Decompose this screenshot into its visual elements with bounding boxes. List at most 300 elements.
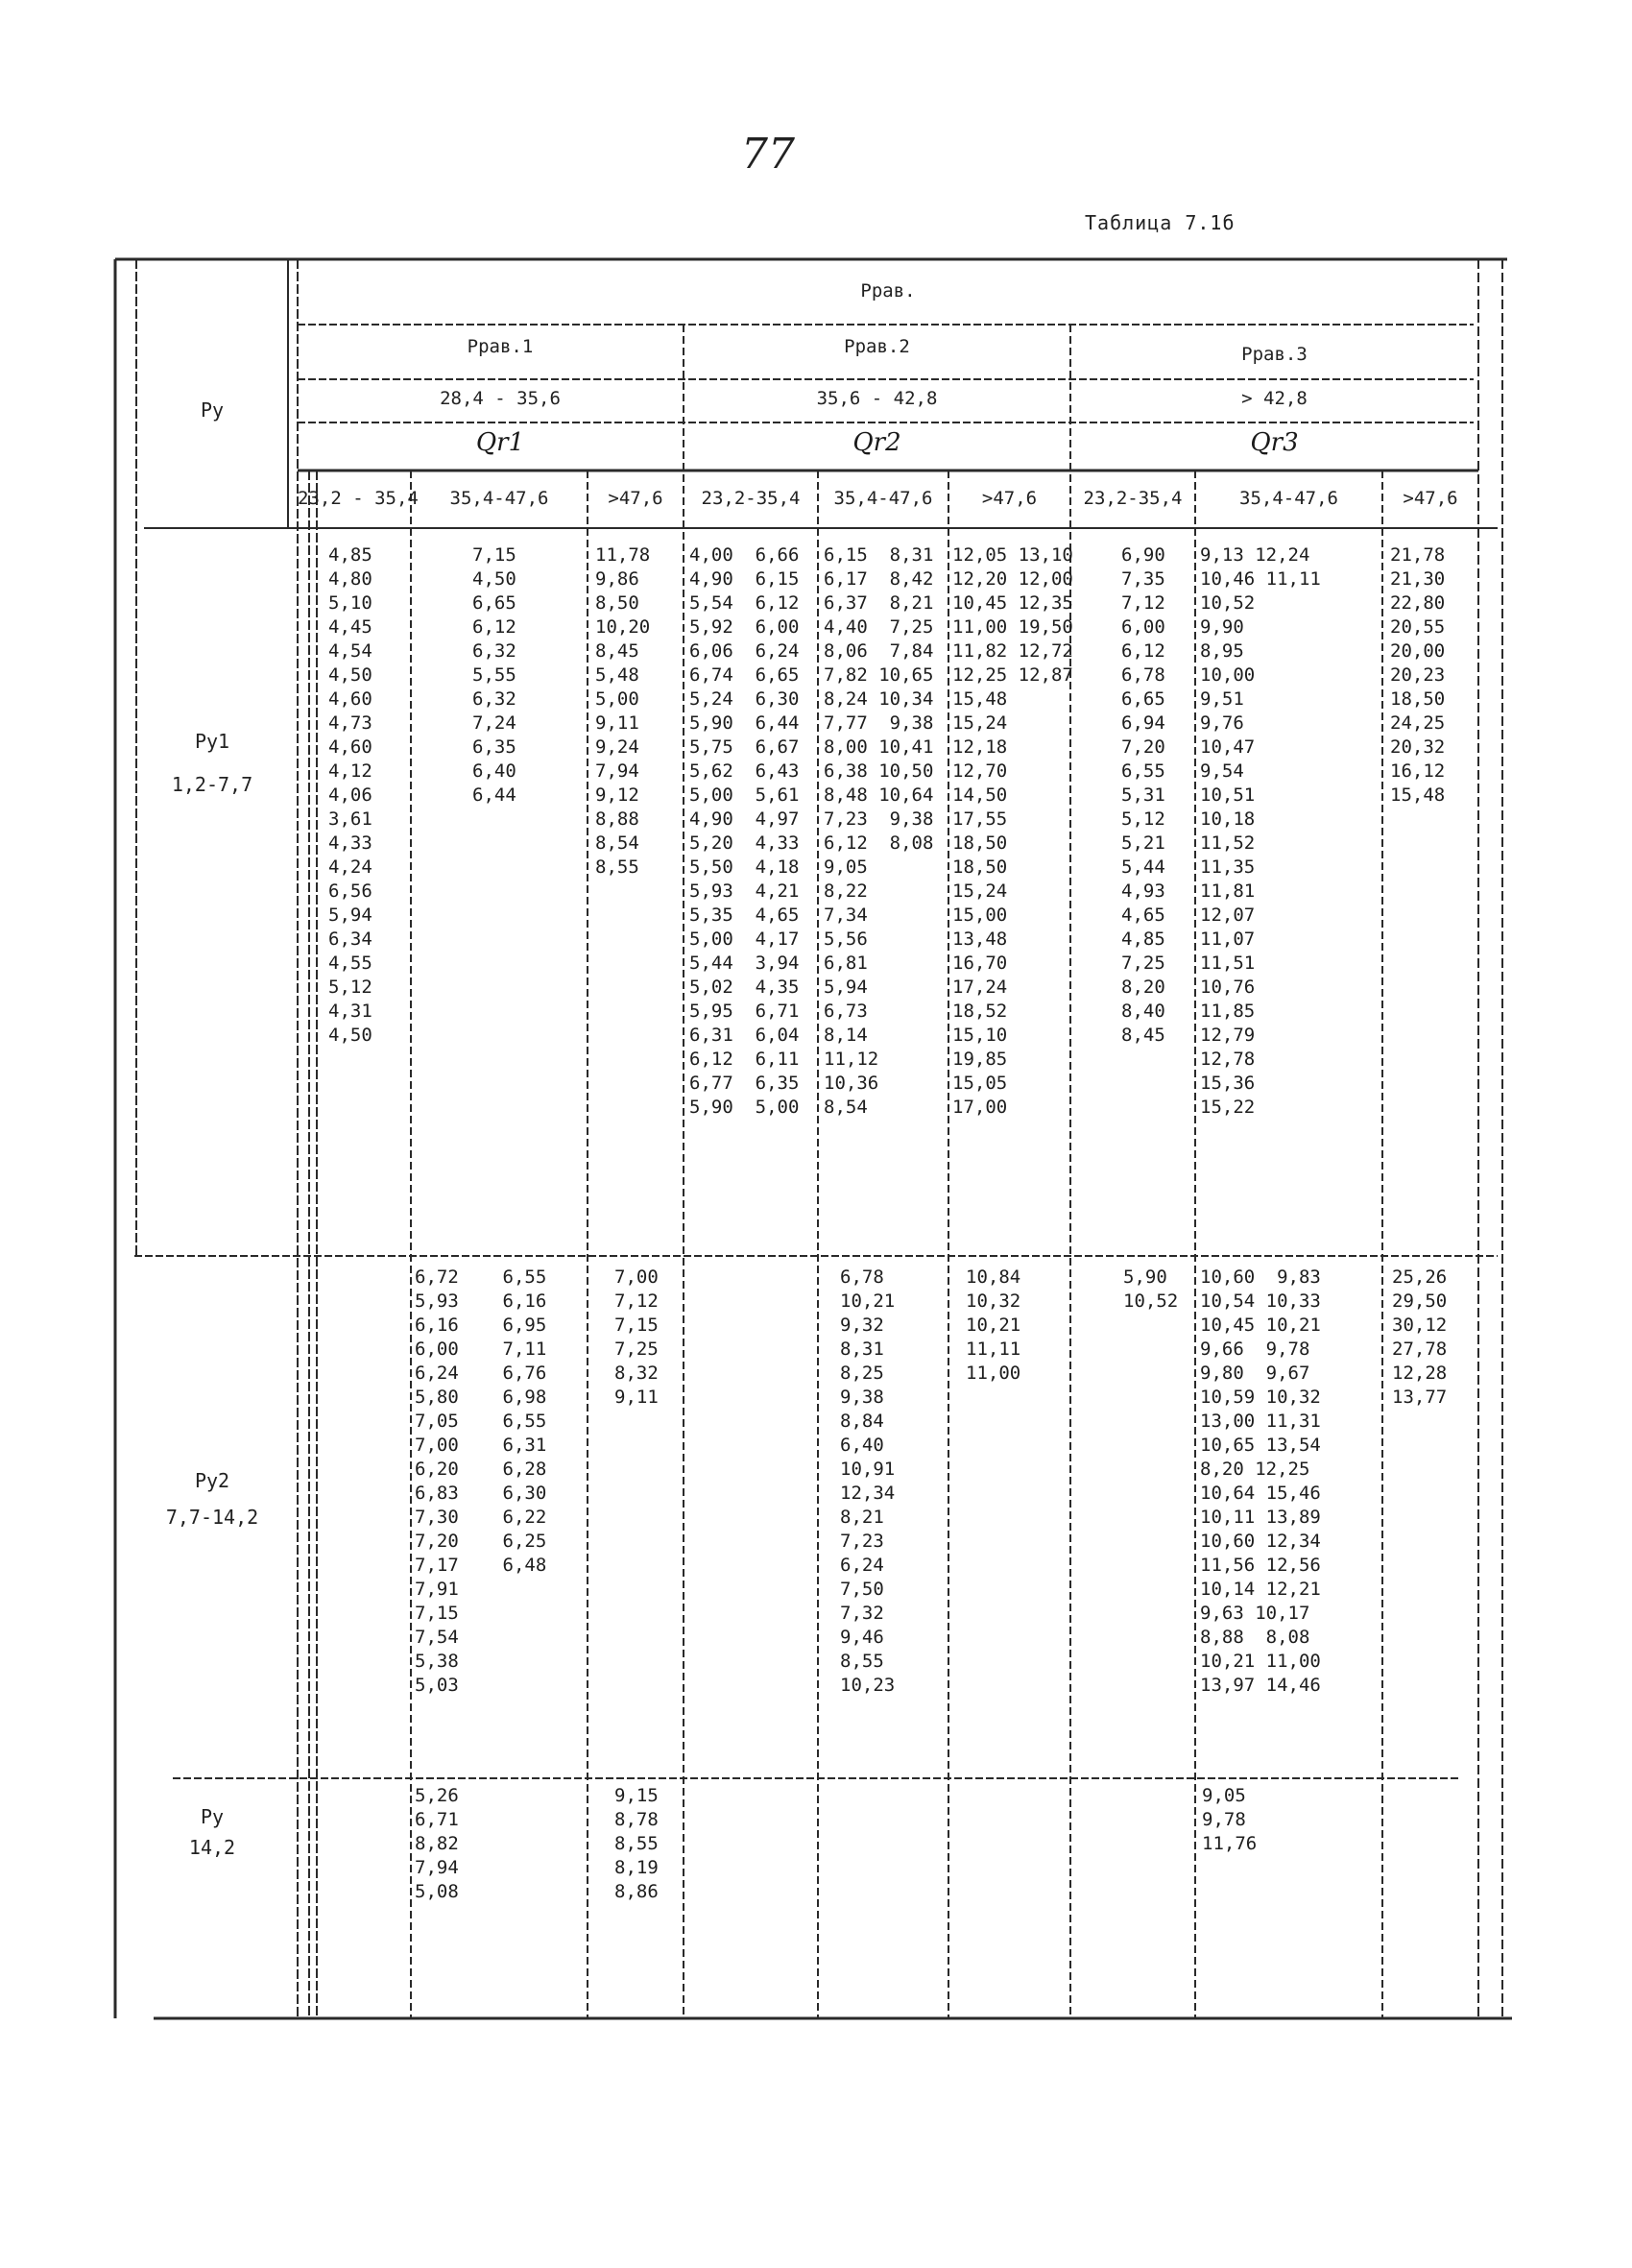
cell-value: 6,78 [1121,664,1165,686]
cell-value: 15,22 [1200,1097,1256,1118]
cell-value: 6,65 [472,592,516,614]
cell-value: 20,23 [1390,664,1446,686]
cell-value: 4,50 [328,1025,372,1046]
cell-value: 6,00 7,11 [415,1339,547,1360]
cell-value: 7,35 [1121,568,1165,590]
row-3-range: 14,2 [188,1836,236,1859]
cell-value: 8,25 [840,1363,884,1384]
cell-value: 6,40 [472,760,516,782]
cell-value: 30,12 [1392,1315,1448,1336]
cell-value: 12,20 12,00 [952,568,1073,590]
cell-value: 10,20 [595,616,651,638]
cell-value: 5,62 6,43 [689,760,800,782]
cell-value: 6,06 6,24 [689,640,800,662]
cell-value: 9,24 [595,736,639,758]
group-1-label: Pрав.1 [467,336,534,357]
cell-value: 5,00 4,17 [689,929,800,950]
group-2-range: 35,6 - 42,8 [816,388,938,409]
cell-value: 10,47 [1200,736,1256,758]
cell-value: 11,85 [1200,1001,1256,1022]
cell-value: 9,11 [614,1387,659,1408]
cell-r1-c6 [952,543,1073,1120]
cell-value: 11,35 [1200,857,1256,878]
cell-value: 12,25 12,87 [952,664,1073,686]
cell-value: 17,00 [952,1097,1008,1118]
subcol-header: >47,6 [608,488,663,509]
cell-r2-c3 [614,1266,659,1410]
cell-value: 7,23 9,38 [824,808,934,830]
cell-value: 5,00 5,61 [689,784,800,806]
cell-value: 17,55 [952,808,1008,830]
cell-value: 5,48 [595,664,639,686]
cell-value: 4,90 6,15 [689,568,800,590]
cell-value: 7,34 [824,905,868,926]
cell-value: 4,93 [1121,881,1165,902]
cell-value: 9,54 [1200,760,1244,782]
cell-value: 7,25 [614,1339,659,1360]
cell-value: 9,11 [595,712,639,734]
cell-value: 6,77 6,35 [689,1073,800,1094]
cell-value: 5,38 [415,1651,459,1672]
cell-r2-c9 [1392,1266,1447,1410]
cell-value: 6,71 [415,1809,459,1830]
subcol-header: 23,2-35,4 [701,488,801,509]
cell-value: 9,80 9,67 [1200,1363,1310,1384]
cell-value: 6,00 [1121,616,1165,638]
cell-value: 7,12 [614,1291,659,1312]
group-1-q: Qr1 [475,428,525,457]
cell-value: 8,86 [614,1881,659,1902]
cell-value: 10,23 [840,1675,896,1696]
cell-value: 8,40 [1121,1001,1165,1022]
cell-value: 8,00 10,41 [824,736,934,758]
cell-value: 20,32 [1390,736,1446,758]
cell-value: 4,85 [1121,929,1165,950]
cell-value: 10,21 [966,1315,1021,1336]
cell-value: 10,45 10,21 [1200,1315,1321,1336]
cell-r1-c8 [1200,543,1321,1120]
cell-value: 9,12 [595,784,639,806]
cell-value: 8,20 12,25 [1200,1459,1310,1480]
cell-value: 5,44 [1121,857,1165,878]
cell-value: 12,78 [1200,1049,1256,1070]
cell-value: 5,26 [415,1785,459,1806]
cell-value: 5,00 [595,688,639,710]
group-1-range: 28,4 - 35,6 [440,388,561,409]
cell-value: 5,24 6,30 [689,688,800,710]
cell-value: 7,05 6,55 [415,1411,547,1432]
group-3-q: Qr3 [1250,428,1299,457]
cell-value: 6,44 [472,784,516,806]
cell-value: 8,45 [595,640,639,662]
cell-value: 6,16 6,95 [415,1315,547,1336]
cell-value: 5,10 [328,592,372,614]
cell-value: 15,48 [1390,784,1446,806]
row-1-label: Pу1 [194,730,230,753]
cell-value: 8,22 [824,881,868,902]
cell-value: 10,60 12,34 [1200,1531,1321,1552]
cell-value: 6,90 [1121,544,1165,566]
cell-r2-c5 [840,1266,895,1698]
cell-value: 5,55 [472,664,516,686]
cell-value: 9,32 [840,1315,884,1336]
cell-value: 4,33 [328,832,372,854]
cell-value: 6,24 [840,1555,884,1576]
group-2-label: Pрав.2 [844,336,910,357]
cell-value: 10,60 9,83 [1200,1267,1321,1288]
cell-value: 6,94 [1121,712,1165,734]
cell-value: 11,00 [966,1363,1021,1384]
cell-value: 18,50 [952,832,1008,854]
cell-value: 6,20 6,28 [415,1459,547,1480]
cell-r1-c7 [1121,543,1165,1048]
cell-value: 4,50 [328,664,372,686]
cell-value: 8,21 [840,1507,884,1528]
cell-value: 10,00 [1200,664,1256,686]
cell-value: 6,83 6,30 [415,1483,547,1504]
cell-value: 6,35 [472,736,516,758]
cell-value: 27,78 [1392,1339,1448,1360]
cell-value: 7,17 6,48 [415,1555,547,1576]
cell-value: 11,82 12,72 [952,640,1073,662]
cell-value: 10,52 [1200,592,1256,614]
cell-value: 5,03 [415,1675,459,1696]
cell-value: 14,50 [952,784,1008,806]
cell-value: 6,72 6,55 [415,1267,547,1288]
cell-value: 4,90 4,97 [689,808,800,830]
cell-value: 7,12 [1121,592,1165,614]
cell-r1-c1 [328,543,372,1048]
cell-value: 11,78 [595,544,651,566]
cell-value: 15,48 [952,688,1008,710]
cell-r2-c7 [1123,1266,1178,1314]
cell-value: 5,44 3,94 [689,953,800,974]
cell-value: 3,61 [328,808,372,830]
cell-value: 4,60 [328,688,372,710]
cell-value: 8,48 10,64 [824,784,934,806]
cell-value: 11,56 12,56 [1200,1555,1321,1576]
cell-value: 10,65 13,54 [1200,1435,1321,1456]
cell-value: 7,77 9,38 [824,712,934,734]
cell-value: 5,02 4,35 [689,977,800,998]
cell-value: 6,12 6,11 [689,1049,800,1070]
cell-value: 11,00 19,50 [952,616,1073,638]
group-2-q: Qr2 [852,428,901,457]
cell-value: 21,78 [1390,544,1446,566]
cell-value: 7,00 6,31 [415,1435,547,1456]
cell-value: 9,78 [1202,1809,1246,1830]
cell-value: 7,25 [1121,953,1165,974]
cell-value: 6,37 8,21 [824,592,934,614]
cell-value: 7,54 [415,1627,459,1648]
cell-value: 7,82 10,65 [824,664,934,686]
cell-value: 5,92 6,00 [689,616,800,638]
row-1-range: 1,2-7,7 [171,773,253,796]
cell-value: 9,86 [595,568,639,590]
cell-r1-c4 [689,543,799,1120]
cell-value: 6,24 6,76 [415,1363,547,1384]
cell-value: 6,31 6,04 [689,1025,800,1046]
cell-value: 7,32 [840,1603,884,1624]
cell-value: 9,66 9,78 [1200,1339,1310,1360]
cell-value: 8,14 [824,1025,868,1046]
cell-value: 4,31 [328,1001,372,1022]
cell-value: 29,50 [1392,1291,1448,1312]
cell-value: 7,15 [614,1315,659,1336]
cell-r1-c2 [472,543,516,808]
cell-value: 4,80 [328,568,372,590]
cell-value: 11,52 [1200,832,1256,854]
cell-r3-c3 [614,1784,659,1904]
cell-value: 6,17 8,42 [824,568,934,590]
subcol-header: 35,4-47,6 [833,488,933,509]
cell-value: 15,24 [952,881,1008,902]
cell-value: 4,55 [328,953,372,974]
subcol-header: >47,6 [1403,488,1458,509]
cell-value: 13,77 [1392,1387,1448,1408]
cell-value: 9,76 [1200,712,1244,734]
cell-value: 6,34 [328,929,372,950]
cell-value: 20,00 [1390,640,1446,662]
cell-value: 25,26 [1392,1267,1448,1288]
cell-value: 5,20 4,33 [689,832,800,854]
cell-value: 5,21 [1121,832,1165,854]
cell-value: 4,50 [472,568,516,590]
cell-value: 10,51 [1200,784,1256,806]
group-3-range: > 42,8 [1241,388,1308,409]
cell-value: 9,05 [824,857,868,878]
cell-value: 7,23 [840,1531,884,1552]
cell-value: 6,40 [840,1435,884,1456]
cell-value: 7,94 [415,1857,459,1878]
cell-value: 6,12 [472,616,516,638]
subcol-header: >47,6 [981,488,1038,509]
cell-value: 5,12 [328,977,372,998]
cell-value: 7,91 [415,1579,459,1600]
cell-value: 10,14 12,21 [1200,1579,1321,1600]
cell-value: 9,46 [840,1627,884,1648]
cell-value: 18,50 [1390,688,1446,710]
cell-value: 11,11 [966,1339,1021,1360]
cell-value: 10,54 10,33 [1200,1291,1321,1312]
cell-value: 11,76 [1202,1833,1258,1854]
cell-value: 10,52 [1123,1291,1179,1312]
cell-value: 17,24 [952,977,1008,998]
cell-value: 5,90 [1123,1267,1167,1288]
subcol-header: 35,4-47,6 [449,488,549,509]
cell-value: 8,55 [595,857,639,878]
cell-value: 5,93 4,21 [689,881,800,902]
cell-value: 6,78 [840,1267,884,1288]
cell-value: 6,74 6,65 [689,664,800,686]
cell-value: 5,94 [824,977,868,998]
cell-value: 5,35 4,65 [689,905,800,926]
cell-value: 12,70 [952,760,1008,782]
row-3-label: Pу [200,1805,225,1828]
page-number: 77 [741,130,795,179]
cell-value: 5,56 [824,929,868,950]
cell-value: 10,91 [840,1459,896,1480]
cell-value: 6,55 [1121,760,1165,782]
cell-value: 5,90 5,00 [689,1097,800,1118]
cell-value: 4,85 [328,544,372,566]
cell-r2-c2 [415,1266,546,1698]
cell-value: 4,12 [328,760,372,782]
subcol-header: 35,4-47,6 [1239,488,1338,509]
cell-value: 18,52 [952,1001,1008,1022]
cell-r3-c8 [1202,1784,1257,1856]
cell-value: 8,54 [824,1097,868,1118]
row-2-range: 7,7-14,2 [165,1506,259,1529]
cell-value: 12,28 [1392,1363,1448,1384]
cell-value: 8,95 [1200,640,1244,662]
cell-r2-c6 [966,1266,1020,1386]
cell-value: 15,36 [1200,1073,1256,1094]
cell-r3-c2 [415,1784,459,1904]
cell-value: 7,15 [472,544,516,566]
cell-value: 8,31 [840,1339,884,1360]
cell-value: 8,55 [840,1651,884,1672]
cell-value: 8,55 [614,1833,659,1854]
cell-value: 7,20 [1121,736,1165,758]
cell-value: 6,12 [1121,640,1165,662]
cell-value: 10,59 10,32 [1200,1387,1321,1408]
row-2-label: Pу2 [194,1469,230,1492]
cell-value: 7,50 [840,1579,884,1600]
cell-value: 8,84 [840,1411,884,1432]
cell-value: 6,65 [1121,688,1165,710]
cell-value: 18,50 [952,857,1008,878]
cell-value: 8,19 [614,1857,659,1878]
cell-value: 5,95 6,71 [689,1001,800,1022]
cell-value: 8,50 [595,592,639,614]
cell-value: 5,54 6,12 [689,592,800,614]
table-caption: Таблица 7.1б [1085,211,1236,234]
cell-value: 21,30 [1390,568,1446,590]
cell-value: 5,31 [1121,784,1165,806]
cell-value: 12,34 [840,1483,896,1504]
cell-value: 15,05 [952,1073,1008,1094]
cell-value: 15,10 [952,1025,1008,1046]
cell-value: 10,46 11,11 [1200,568,1321,590]
cell-value: 12,79 [1200,1025,1256,1046]
cell-value: 8,20 [1121,977,1165,998]
cell-value: 6,12 8,08 [824,832,934,854]
cell-value: 6,32 [472,688,516,710]
cell-value: 4,45 [328,616,372,638]
cell-value: 11,07 [1200,929,1256,950]
cell-value: 8,88 8,08 [1200,1627,1310,1648]
cell-value: 8,82 [415,1833,459,1854]
cell-value: 9,13 12,24 [1200,544,1310,566]
row-param-header: Pу [200,398,225,422]
cell-value: 13,00 11,31 [1200,1411,1321,1432]
cell-value: 16,12 [1390,760,1446,782]
cell-value: 8,78 [614,1809,659,1830]
cell-value: 9,05 [1202,1785,1246,1806]
cell-value: 4,65 [1121,905,1165,926]
cell-value: 4,00 6,66 [689,544,800,566]
cell-value: 16,70 [952,953,1008,974]
cell-value: 6,81 [824,953,868,974]
cell-value: 11,51 [1200,953,1256,974]
cell-value: 8,54 [595,832,639,854]
cell-value: 5,80 6,98 [415,1387,547,1408]
cell-value: 5,08 [415,1881,459,1902]
cell-value: 4,60 [328,736,372,758]
cell-value: 6,15 8,31 [824,544,934,566]
cell-value: 5,93 6,16 [415,1291,547,1312]
cell-value: 19,85 [952,1049,1008,1070]
subcol-header: 23,2 - 35,4 [298,488,419,509]
cell-value: 13,97 14,46 [1200,1675,1321,1696]
cell-value: 11,81 [1200,881,1256,902]
subcol-header: 23,2-35,4 [1083,488,1183,509]
cell-value: 10,36 [824,1073,879,1094]
cell-value: 7,30 6,22 [415,1507,547,1528]
cell-value: 10,84 [966,1267,1021,1288]
cell-value: 9,38 [840,1387,884,1408]
cell-value: 12,07 [1200,905,1256,926]
cell-value: 24,25 [1390,712,1446,734]
cell-value: 8,32 [614,1363,659,1384]
cell-value: 9,15 [614,1785,659,1806]
cell-value: 10,21 [840,1291,896,1312]
cell-value: 15,24 [952,712,1008,734]
cell-value: 8,88 [595,808,639,830]
cell-value: 4,40 7,25 [824,616,934,638]
cell-value: 9,90 [1200,616,1244,638]
cell-r2-c8 [1200,1266,1321,1698]
cell-value: 6,32 [472,640,516,662]
cell-value: 11,12 [824,1049,879,1070]
cell-value: 4,24 [328,857,372,878]
cell-value: 7,15 [415,1603,459,1624]
cell-value: 10,21 11,00 [1200,1651,1321,1672]
cell-value: 10,32 [966,1291,1021,1312]
cell-value: 4,54 [328,640,372,662]
cell-value: 10,45 12,35 [952,592,1073,614]
cell-value: 22,80 [1390,592,1446,614]
cell-value: 12,18 [952,736,1008,758]
cell-value: 8,24 10,34 [824,688,934,710]
cell-value: 10,76 [1200,977,1256,998]
cell-value: 10,64 15,46 [1200,1483,1321,1504]
cell-value: 8,06 7,84 [824,640,934,662]
cell-value: 10,11 13,89 [1200,1507,1321,1528]
header-root: Pрав. [860,280,916,302]
cell-value: 5,12 [1121,808,1165,830]
cell-value: 15,00 [952,905,1008,926]
cell-value: 7,24 [472,712,516,734]
cell-value: 5,75 6,67 [689,736,800,758]
cell-value: 6,73 [824,1001,868,1022]
group-3-label: Pрав.3 [1241,344,1308,365]
cell-value: 20,55 [1390,616,1446,638]
cell-r1-c3 [595,543,650,880]
cell-value: 7,20 6,25 [415,1531,547,1552]
cell-r1-c9 [1390,543,1445,808]
cell-value: 6,38 10,50 [824,760,934,782]
cell-value: 7,00 [614,1267,659,1288]
cell-value: 4,73 [328,712,372,734]
cell-value: 10,18 [1200,808,1256,830]
cell-value: 8,45 [1121,1025,1165,1046]
cell-value: 5,90 6,44 [689,712,800,734]
cell-value: 13,48 [952,929,1008,950]
cell-value: 5,94 [328,905,372,926]
cell-value: 7,94 [595,760,639,782]
